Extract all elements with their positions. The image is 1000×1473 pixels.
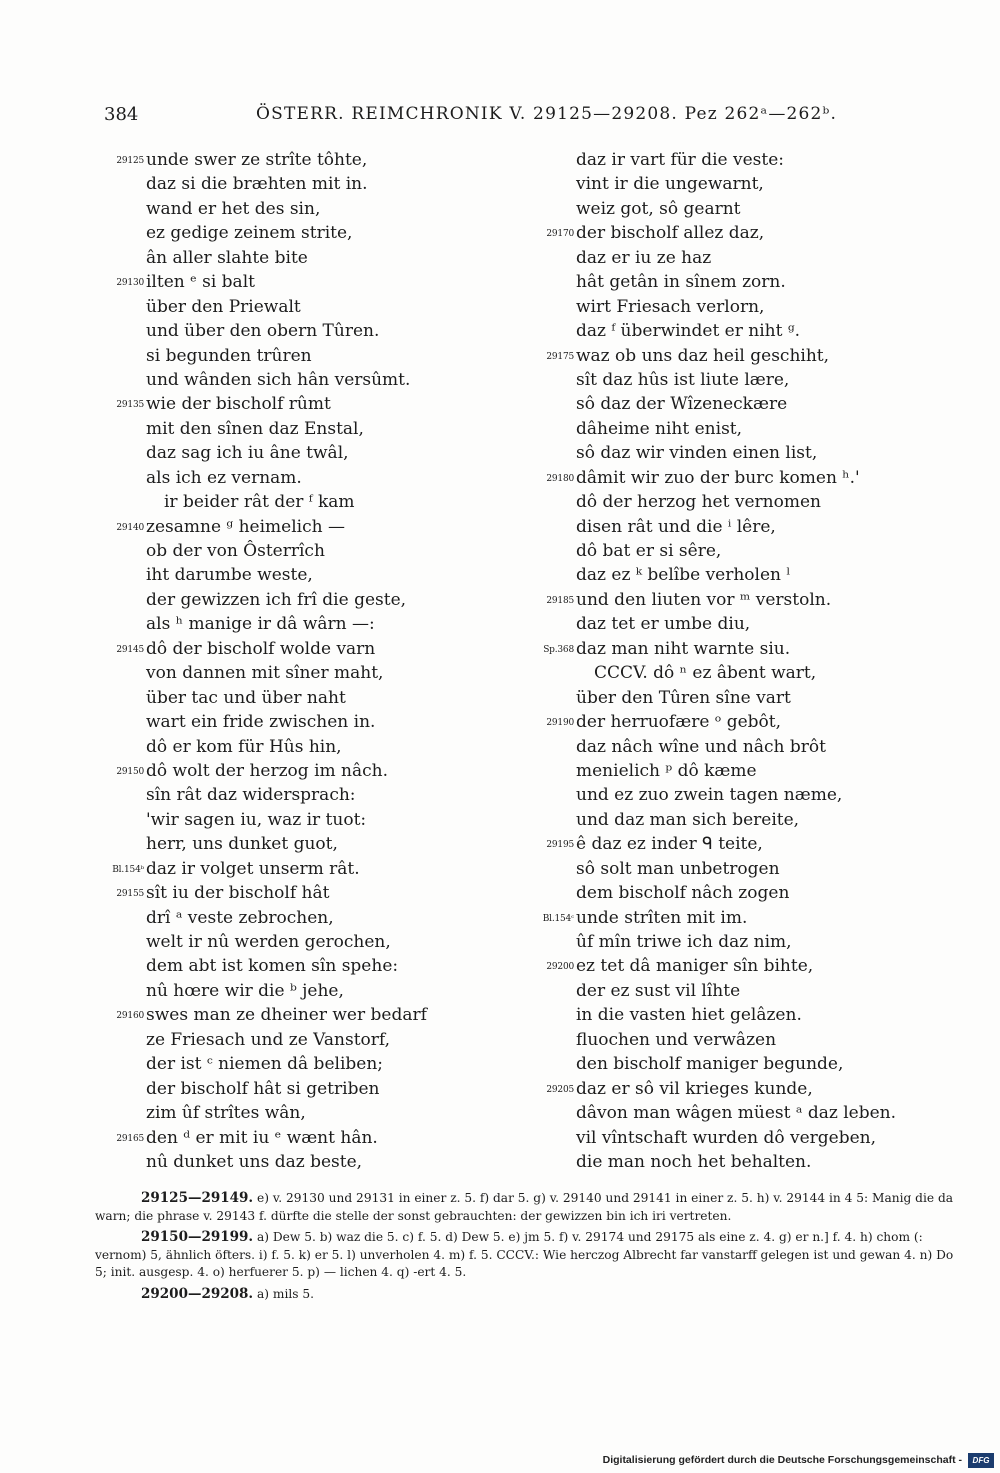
verse-text: dô er kom für Hûs hin, [146,736,342,757]
line-number: 29135 [116,400,144,411]
line-number: 29170 [546,229,574,240]
verse-text: weiz got, sô gearnt [576,198,741,219]
verse-text: der gewizzen ich frî die geste, [146,589,407,610]
verse-line [104,906,464,930]
verse-line [534,417,934,441]
verse-text: disen rât und die ⁱ lêre, [576,516,776,537]
verse-text: daz ir vart für die veste: [576,150,785,170]
verse-line [104,759,464,783]
verse-line [104,881,464,905]
verse-text: daz si die bræhten mit in. [146,174,368,195]
verse-text: iht darumbe weste, [146,565,313,586]
verse-line [104,148,464,172]
verse-line [534,392,934,416]
verse-text: dô bat er si sêre, [576,541,722,561]
left-verse-column [104,148,464,1174]
verse-line [104,954,464,978]
verse-line [534,686,934,710]
verse-line [534,1003,934,1027]
verse-text: sîn rât daz widersprach: [146,785,356,806]
line-number: 29180 [546,473,574,484]
verse-text: der bischolf allez daz, [576,223,765,244]
verse-line [104,979,464,1003]
verse-line [534,172,934,196]
verse-line [534,808,934,832]
verse-text: dâheime niht enist, [576,418,743,439]
page-number: 384 [104,104,139,125]
verse-text: wirt Friesach verlorn, [576,296,765,317]
verse-line [104,637,464,661]
verse-line [534,1150,934,1174]
line-number: 29195 [546,840,574,851]
footnote-block [95,1286,955,1304]
verse-line [534,368,934,392]
verse-text: CCCV. dô ⁿ ez âbent wart, [594,663,817,684]
verse-line [104,1126,464,1150]
line-number: 29130 [116,278,144,289]
verse-line [104,368,464,392]
line-number: Bl.154ᵇ [112,864,144,875]
verse-text: 'wir sagen iu, waz ir tuot: [146,809,367,830]
verse-text: wie der bischolf rûmt [146,394,331,415]
verse-line [104,221,464,245]
verse-line [104,1101,464,1125]
verse-line [104,246,464,270]
line-number: Sp.368 [543,644,574,655]
verse-text: vint ir die ungewarnt, [576,174,764,195]
verse-text: unde strîten mit im. [576,907,748,928]
verse-line [104,1150,464,1174]
verse-text: wart ein fride zwischen in. [146,712,376,733]
line-number: 29200 [546,962,574,973]
verse-line [534,710,934,734]
verse-line [104,783,464,807]
verse-text: und daz man sich bereite, [576,809,800,830]
verse-text: daz sag ich iu âne twâl, [146,443,349,464]
verse-text: wand er het des sin, [146,198,321,219]
verse-text: sît daz hûs ist liute lære, [576,369,790,390]
verse-line [104,515,464,539]
verse-line [534,612,934,636]
verse-line [104,490,464,514]
verse-line [104,197,464,221]
verse-line [534,783,934,807]
verse-line [534,1077,934,1101]
verse-line [534,270,934,294]
verse-text: fluochen und verwâzen [576,1029,777,1050]
verse-text: sît iu der bischolf hât [146,883,330,904]
verse-text: dem abt ist komen sîn spehe: [146,956,399,977]
verse-line [534,930,934,954]
verse-text: daz man niht warnte siu. [576,638,791,659]
dfg-logo: DFG [968,1453,994,1468]
verse-line [534,661,934,685]
verse-line [534,539,934,563]
verse-text: und den liuten vor ᵐ verstoln. [576,589,832,610]
verse-text: menielich ᵖ dô kæme [576,760,757,781]
verse-line [104,612,464,636]
credit-text: Digitalisierung gefördert durch die Deutsche Forschungsgemeinschaft - [602,1454,962,1466]
verse-text: und ez zuo zwein tagen næme, [576,785,843,806]
verse-line [104,270,464,294]
verse-line [104,808,464,832]
line-number: 29150 [116,766,144,777]
line-number: 29165 [116,1133,144,1144]
line-number: 29175 [546,351,574,362]
footnote-range: 29125—29149. [141,1190,254,1206]
verse-text: daz tet er umbe diu, [576,614,751,635]
verse-text: dô wolt der herzog im nâch. [146,760,388,781]
verse-text: der herruofære ᵒ gebôt, [576,712,782,733]
footnote-range: 29150—29199. [141,1229,254,1246]
verse-text: ê daz ez inder ᑫ teite, [576,834,763,855]
verse-line [104,588,464,612]
verse-line [534,148,934,172]
verse-text: der ist ᶜ niemen dâ beliben; [146,1054,383,1075]
verse-line [104,417,464,441]
verse-text: ob der von Ôsterrîch [146,541,325,561]
verse-text: den bischolf maniger begunde, [576,1054,844,1075]
verse-text: über den Priewalt [146,296,301,317]
verse-text: si begunden trûren [146,345,312,366]
verse-line [104,1077,464,1101]
verse-line [534,515,934,539]
line-number: 29185 [546,595,574,606]
verse-line [534,588,934,612]
verse-text: über den Tûren sîne vart [576,687,791,708]
verse-text: ir beider rât der ᶠ kam [164,492,355,513]
verse-text: daz ez ᵏ belîbe verholen ˡ [576,565,791,586]
verse-line [534,466,934,490]
verse-text: nû dunket uns daz beste, [146,1151,363,1172]
verse-line [104,686,464,710]
footnote-text: a) mils 5. [257,1286,315,1301]
line-number: 29205 [546,1084,574,1095]
verse-text: vil vîntschaft wurden dô vergeben, [576,1127,877,1148]
verse-line [534,906,934,930]
verse-line [534,759,934,783]
verse-text: dô der herzog het vernomen [576,492,821,513]
verse-line [104,172,464,196]
verse-line [534,344,934,368]
verse-line [534,832,934,856]
verse-text: dô der bischolf wolde varn [146,638,376,659]
verse-line [104,441,464,465]
verse-text: daz nâch wîne und nâch brôt [576,736,826,757]
verse-text: daz er iu ze haz [576,247,712,268]
verse-text: als ʰ manige ir dâ wârn —: [146,614,375,635]
verse-line [534,637,934,661]
verse-line [534,979,934,1003]
running-title: ÖSTERR. REIMCHRONIK V. 29125—29208. Pez 262ᵃ—262ᵇ. [256,104,838,124]
verse-text: in die vasten hiet gelâzen. [576,1005,802,1026]
verse-text: daz ᶠ überwindet er niht ᵍ. [576,321,801,342]
verse-line [534,563,934,587]
verse-line [104,1052,464,1076]
verse-text: nû hœre wir die ᵇ jehe, [146,980,344,1001]
verse-text: welt ir nû werden gerochen, [146,932,391,952]
footnote-block [95,1190,955,1225]
verse-line [104,563,464,587]
verse-line [104,466,464,490]
digitization-credit [603,1451,994,1469]
line-number: 29140 [116,522,144,533]
verse-text: dâvon man wâgen müest ᵃ daz leben. [576,1103,897,1124]
verse-text: sô daz der Wîzeneckære [576,394,788,415]
footnote-block [95,1229,955,1282]
verse-text: drî ᵃ veste zebrochen, [146,907,334,928]
line-number: Bl.154ᶜ [542,913,574,924]
verse-text: waz ob uns daz heil geschiht, [576,345,830,366]
verse-text: zim ûf strîtes wân, [146,1103,306,1124]
line-number: 29145 [116,644,144,655]
verse-text: ân aller slahte bite [146,247,308,268]
verse-line [104,295,464,319]
verse-text: von dannen mit sîner maht, [146,663,384,684]
verse-text: den ᵈ er mit iu ᵉ wænt hân. [146,1127,378,1148]
verse-line [534,954,934,978]
verse-line [534,1126,934,1150]
verse-text: mit den sînen daz Enstal, [146,418,364,439]
verse-line [534,735,934,759]
line-number: 29190 [546,718,574,729]
verse-text: dâmit wir zuo der burc komen ʰ.' [576,467,860,488]
verse-line [104,392,464,416]
verse-line [534,441,934,465]
verse-line [104,832,464,856]
verse-line [534,295,934,319]
verse-text: der ez sust vil lîhte [576,980,741,1001]
line-number: 29125 [116,156,144,166]
verse-line [104,344,464,368]
footnote-text: a) Dew 5. b) waz die 5. c) f. 5. d) Dew 5. e) jm 5. f) v. 29174 und 29175 als eine z. 4. g) er n.] f. 4. h) chom (: vernom) 5, ähnlich öfters. i) f. 5. k) er 5. l) unverholen 4. m) f. 5. CCCV.: Wie herczog Albrecht far vanstarff gelegen ist und gewan 4. n) Do 5; init. ausgesp. 4. o) herfuerer 5. p) — lichen 4. q) -ert 4. 5. [95,1230,954,1280]
verse-line [534,221,934,245]
verse-text: als ich ez vernam. [146,467,302,488]
verse-text: ze Friesach und ze Vanstorf, [146,1029,390,1050]
verse-text: dem bischolf nâch zogen [576,883,790,904]
verse-line [534,197,934,221]
verse-line [534,1028,934,1052]
verse-text: ûf mîn triwe ich daz nim, [576,932,792,952]
verse-text: über tac und über naht [146,687,346,708]
verse-line [534,1101,934,1125]
verse-line [104,930,464,954]
verse-line [534,881,934,905]
verse-line [104,857,464,881]
verse-line [104,1028,464,1052]
verse-text: und über den obern Tûren. [146,321,380,342]
verse-text: ilten ᵉ si balt [146,272,255,293]
page-header [104,104,838,130]
verse-text: und wânden sich hân versûmt. [146,369,411,390]
verse-text: die man noch het behalten. [576,1151,812,1172]
verse-line [534,246,934,270]
footnote-range: 29200—29208. [141,1285,254,1302]
verse-line [104,710,464,734]
verse-text: sô solt man unbetrogen [576,858,780,879]
verse-line [104,319,464,343]
verse-text: swes man ze dheiner wer bedarf [146,1005,427,1026]
critical-apparatus [95,1190,955,1308]
verse-text: zesamne ᵍ heimelich — [146,516,345,537]
right-verse-column [534,148,934,1174]
verse-text: daz ir volget unserm rât. [146,858,360,879]
verse-text: daz er sô vil krieges kunde, [576,1078,813,1099]
verse-text: herr, uns dunket guot, [146,834,338,855]
verse-text: hât getân in sînem zorn. [576,272,786,293]
verse-text: unde swer ze strîte tôhte, [146,150,368,170]
verse-line [534,319,934,343]
line-number: 29155 [116,889,144,900]
verse-line [534,1052,934,1076]
verse-line [534,490,934,514]
line-number: 29160 [116,1011,144,1022]
verse-line [104,735,464,759]
verse-line [104,661,464,685]
verse-line [104,539,464,563]
verse-text: der bischolf hât si getriben [146,1078,380,1099]
verse-text: sô daz wir vinden einen list, [576,443,818,464]
verse-line [104,1003,464,1027]
verse-text: ez tet dâ maniger sîn bihte, [576,956,814,977]
verse-line [534,857,934,881]
footnote-text: e) v. 29130 und 29131 in einer z. 5. f) dar 5. g) v. 29140 und 29141 in einer z. 5. h) v. 29144 in 4 5: Manig die da warn; die phrase v. 29143 f. dürfte die stelle der sonst gebrauchten: der gewizzen bin ich iri vertreten. [95,1191,954,1223]
verse-text: ez gedige zeinem strite, [146,223,353,244]
